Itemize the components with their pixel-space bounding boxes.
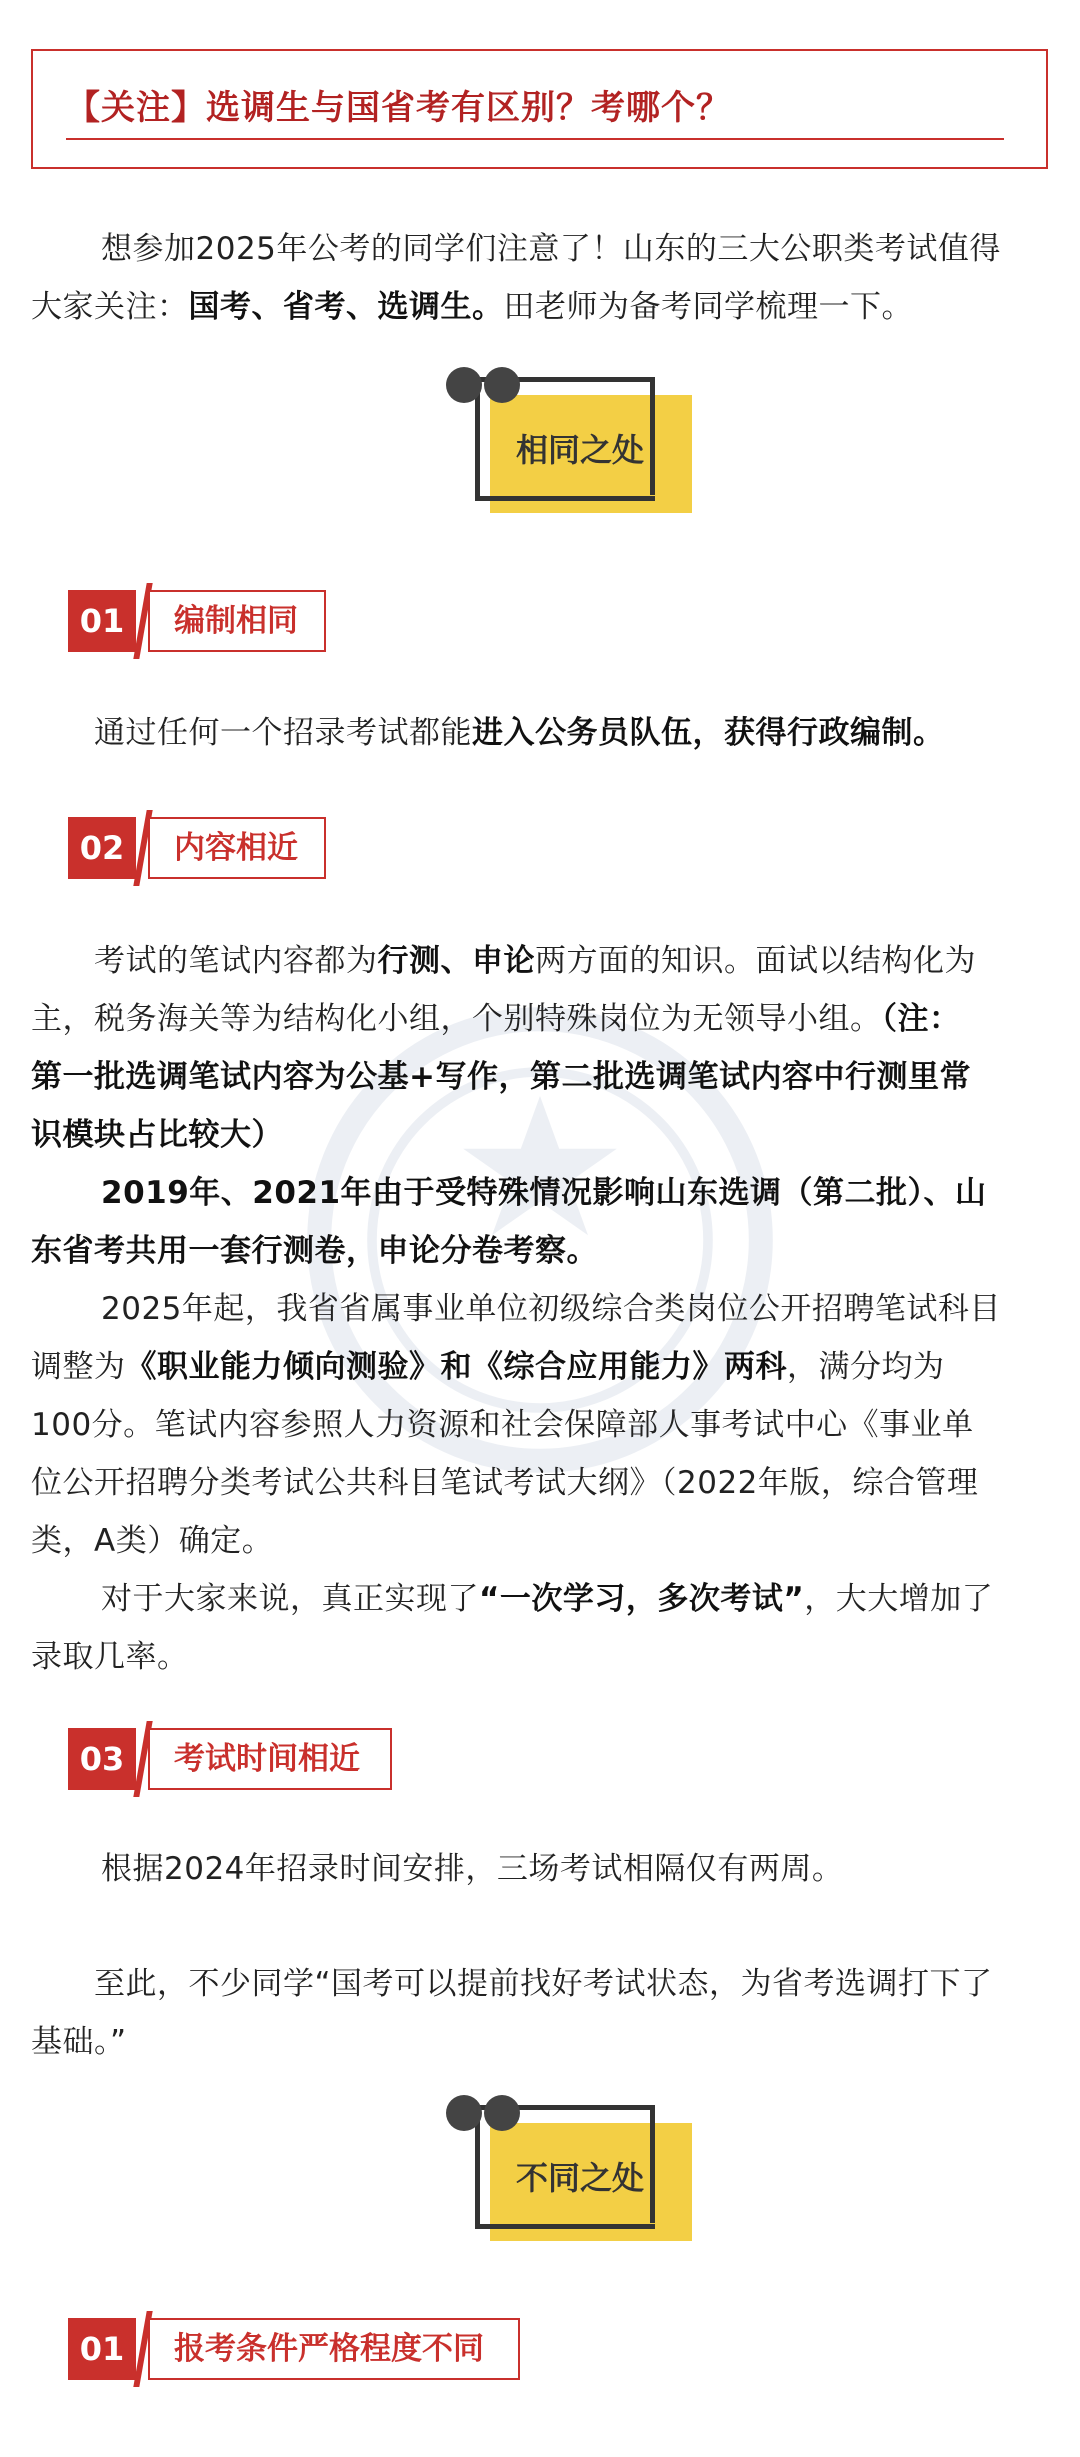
intro-line-2: 大家关注：国考、省考、选调生。田老师为备考同学梳理一下。	[31, 289, 913, 325]
badge-same-label: 相同之处	[515, 431, 644, 469]
quote-mark-icon	[446, 2095, 482, 2131]
s3-p2-line-2: 基础。”	[31, 2024, 127, 2060]
badge-frame-bottom	[475, 496, 655, 501]
same-badge	[440, 355, 700, 515]
s2-p3-line-1: 2025年起，我省省属事业单位初级综合类岗位公开招聘笔试科目	[101, 1291, 1001, 1327]
section-title-1: 编制相同	[148, 590, 326, 652]
badge-diff-label: 不同之处	[515, 2159, 644, 2197]
s2-p1-line-4: 识模块占比较大）	[31, 1117, 283, 1153]
s2-p3-line-5: 类，A类）确定。	[31, 1523, 274, 1559]
s2-p1-line-2: 主，税务海关等为结构化小组，个别特殊岗位为无领导小组。（注：	[31, 1001, 961, 1037]
s2-p3-line-4: 位公开招聘分类考试公共科目笔试考试大纲》（2022年版，综合管理	[31, 1465, 979, 1501]
s3-paragraph-1: 根据2024年招录时间安排，三场考试相隔仅有两周。	[101, 1851, 844, 1887]
section-number: 01	[68, 2318, 136, 2380]
quote-mark-icon	[484, 367, 520, 403]
s2-p2-line-1: 2019年、2021年由于受特殊情况影响山东选调（第二批）、山	[101, 1175, 987, 1211]
quote-mark-icon	[446, 367, 482, 403]
s2-p3-line-3: 100分。笔试内容参照人力资源和社会保障部人事考试中心《事业单	[31, 1407, 974, 1443]
section-title-2: 内容相近	[148, 817, 326, 879]
s2-p1-line-3: 第一批选调笔试内容为公基+写作，第二批选调笔试内容中行测里常	[31, 1059, 971, 1095]
badge-frame-bottom	[475, 2224, 655, 2229]
s2-p1-line-1: 考试的笔试内容都为行测、申论两方面的知识。面试以结构化为	[94, 943, 976, 979]
quote-mark-icon	[484, 2095, 520, 2131]
s2-p3-line-2: 调整为《职业能力倾向测验》和《综合应用能力》两科，满分均为	[31, 1349, 945, 1385]
diff-section-title-1: 报考条件严格程度不同	[148, 2318, 520, 2380]
section-number: 01	[68, 590, 136, 652]
section-number: 02	[68, 817, 136, 879]
s2-p2-line-2: 东省考共用一套行测卷，申论分卷考察。	[31, 1233, 598, 1269]
s1-paragraph: 通过任何一个招录考试都能进入公务员队伍，获得行政编制。	[94, 715, 945, 751]
article-title: 【关注】选调生与国省考有区别？考哪个？	[66, 88, 731, 128]
title-underline	[66, 138, 1004, 140]
diff-badge	[440, 2083, 700, 2243]
intro-line-1: 想参加2025年公考的同学们注意了！山东的三大公职类考试值得	[101, 231, 1001, 267]
section-title-3: 考试时间相近	[148, 1728, 392, 1790]
s2-p4-line-1: 对于大家来说，真正实现了“一次学习，多次考试”，大大增加了	[101, 1581, 994, 1617]
section-number: 03	[68, 1728, 136, 1790]
s3-p2-line-1: 至此，不少同学“国考可以提前找好考试状态，为省考选调打下了	[94, 1966, 993, 2002]
intro-highlight: 国考、省考、选调生。	[188, 289, 504, 325]
s2-p4-line-2: 录取几率。	[31, 1639, 189, 1675]
